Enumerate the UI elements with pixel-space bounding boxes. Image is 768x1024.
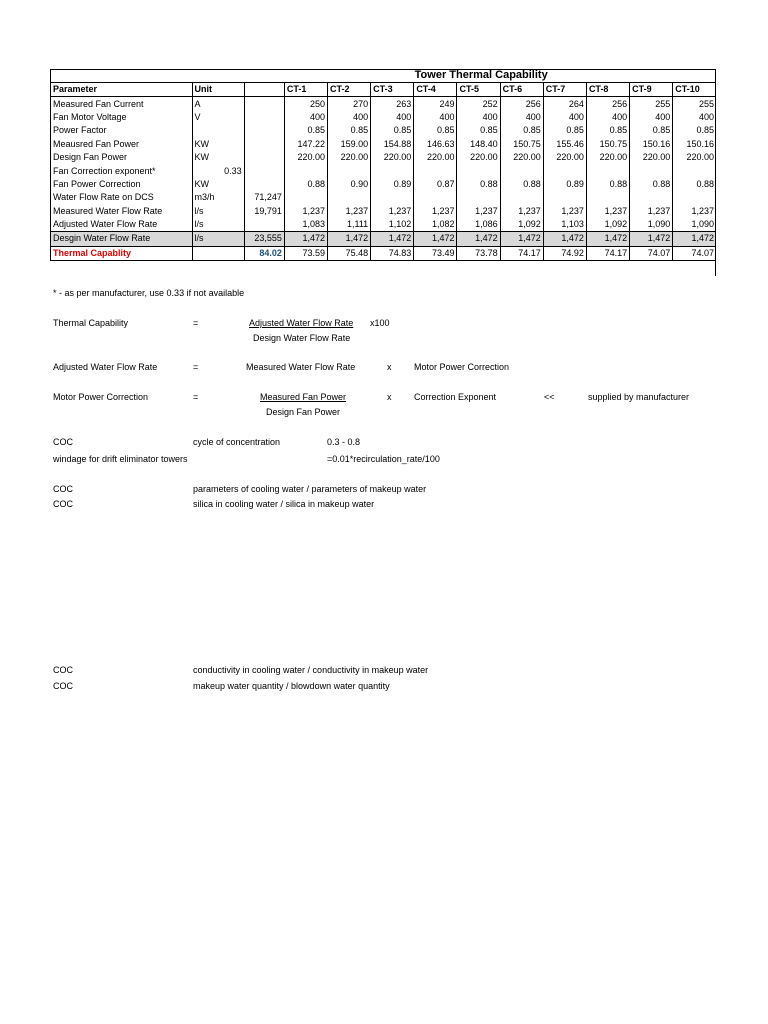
parameter-cell: Thermal Capablity [51, 246, 193, 260]
formula-motor-numerator: Measured Fan Power [260, 392, 347, 402]
value-cell: 1,237 [543, 205, 586, 218]
formula-motor-denominator: Design Fan Power [266, 407, 341, 417]
value-cell [414, 191, 457, 204]
value-cell [457, 191, 500, 204]
extra-value-cell [244, 111, 284, 124]
coc-desc-1: cycle of concentration [193, 437, 281, 447]
parameter-cell: Design Fan Power [51, 151, 193, 164]
value-cell: 74.92 [543, 246, 586, 260]
value-cell: 400 [284, 111, 327, 124]
extra-value-cell [244, 178, 284, 191]
value-cell: 1,237 [586, 205, 629, 218]
value-cell: 400 [457, 111, 500, 124]
value-cell: 0.85 [328, 124, 371, 137]
value-cell [500, 164, 543, 177]
coc-desc-4: conductivity in cooling water / conductivity in makeup water [193, 665, 429, 675]
extra-value-cell [244, 138, 284, 151]
value-cell [586, 191, 629, 204]
extra-value-cell [244, 218, 284, 232]
table-row [51, 138, 717, 151]
value-cell: 146.63 [414, 138, 457, 151]
value-cell: 0.89 [371, 178, 414, 191]
parameter-cell: Fan Motor Voltage [51, 111, 193, 124]
extra-value-cell: 23,555 [244, 232, 284, 246]
value-cell: 0.85 [673, 124, 716, 137]
value-cell: 400 [500, 111, 543, 124]
extra-value-cell [244, 124, 284, 137]
value-cell: 0.85 [414, 124, 457, 137]
value-cell: 1,111 [328, 218, 371, 232]
equals-sign: = [193, 318, 199, 328]
value-cell: 1,102 [371, 218, 414, 232]
column-header: CT-9 [630, 83, 673, 97]
value-cell: 75.48 [328, 246, 371, 260]
value-cell: 220.00 [328, 151, 371, 164]
value-cell: 0.88 [586, 178, 629, 191]
table-cell [244, 69, 284, 83]
windage-formula: =0.01*recirculation_rate/100 [327, 454, 440, 464]
column-header: CT-5 [457, 83, 500, 97]
table-header-row [51, 83, 717, 97]
value-cell: 400 [414, 111, 457, 124]
value-cell: 255 [673, 97, 716, 111]
value-cell: 1,086 [457, 218, 500, 232]
value-cell [543, 191, 586, 204]
value-cell: 256 [500, 97, 543, 111]
value-cell: 220.00 [630, 151, 673, 164]
value-cell [630, 191, 673, 204]
unit-cell: m3/h [192, 191, 244, 204]
table-row [51, 178, 717, 191]
table-title-row [51, 69, 717, 83]
value-cell: 0.88 [457, 178, 500, 191]
equals-sign: = [193, 392, 199, 402]
value-cell [457, 164, 500, 177]
unit-cell: l/s [192, 205, 244, 218]
value-cell: 0.88 [500, 178, 543, 191]
value-cell: 400 [586, 111, 629, 124]
table-cell [192, 69, 244, 83]
value-cell: 1,472 [543, 232, 586, 246]
value-cell [328, 191, 371, 204]
formula-adjusted-b: Motor Power Correction [414, 362, 510, 372]
unit-cell: l/s [192, 232, 244, 246]
value-cell: 148.40 [457, 138, 500, 151]
value-cell: 0.85 [457, 124, 500, 137]
unit-cell: 0.33 [192, 164, 244, 177]
value-cell: 1,472 [414, 232, 457, 246]
value-cell: 263 [371, 97, 414, 111]
coc-range: 0.3 - 0.8 [327, 437, 361, 447]
value-cell: 0.85 [543, 124, 586, 137]
unit-cell: l/s [192, 218, 244, 232]
value-cell: 220.00 [457, 151, 500, 164]
value-cell [371, 191, 414, 204]
value-cell [371, 164, 414, 177]
value-cell: 1,092 [500, 218, 543, 232]
footnote: * - as per manufacturer, use 0.33 if not available [53, 288, 245, 298]
value-cell: 150.16 [630, 138, 673, 151]
value-cell: 150.16 [673, 138, 716, 151]
column-header: Parameter [51, 83, 193, 97]
value-cell: 220.00 [284, 151, 327, 164]
parameter-cell: Power Factor [51, 124, 193, 137]
windage-label: windage for drift eliminator towers [53, 454, 188, 464]
value-cell: 1,472 [371, 232, 414, 246]
table-row [51, 246, 717, 260]
value-cell: 0.90 [328, 178, 371, 191]
times-sign: x [387, 362, 392, 372]
extra-value-cell [244, 151, 284, 164]
value-cell: 0.85 [630, 124, 673, 137]
table-title: Tower Thermal Capability [414, 69, 548, 81]
value-cell: 220.00 [586, 151, 629, 164]
coc-label: COC [53, 681, 73, 691]
formula-thermal-numerator: Adjusted Water Flow Rate [249, 318, 354, 328]
value-cell: 0.87 [414, 178, 457, 191]
value-cell [284, 164, 327, 177]
extra-value-cell: 19,791 [244, 205, 284, 218]
value-cell: 74.17 [586, 246, 629, 260]
column-header: CT-6 [500, 83, 543, 97]
value-cell: 147.22 [284, 138, 327, 151]
parameter-cell: Measured Water Flow Rate [51, 205, 193, 218]
parameter-cell: Desgin Water Flow Rate [51, 232, 193, 246]
unit-cell: A [192, 97, 244, 111]
column-header: Unit [192, 83, 244, 97]
value-cell [328, 164, 371, 177]
table-row [51, 111, 717, 124]
value-cell [543, 164, 586, 177]
value-cell [414, 164, 457, 177]
value-cell: 73.59 [284, 246, 327, 260]
extra-value-cell: 84.02 [244, 246, 284, 260]
value-cell: 1,237 [284, 205, 327, 218]
value-cell: 0.88 [673, 178, 716, 191]
value-cell: 73.49 [414, 246, 457, 260]
unit-cell: V [192, 111, 244, 124]
value-cell: 400 [630, 111, 673, 124]
value-cell: 0.89 [543, 178, 586, 191]
formula-adjusted-label: Adjusted Water Flow Rate [53, 362, 158, 372]
value-cell: 220.00 [371, 151, 414, 164]
value-cell: 1,237 [328, 205, 371, 218]
value-cell: 400 [371, 111, 414, 124]
unit-cell: KW [192, 151, 244, 164]
parameter-cell: Meausred Fan Power [51, 138, 193, 151]
value-cell: 150.75 [500, 138, 543, 151]
value-cell: 155.46 [543, 138, 586, 151]
value-cell: 255 [630, 97, 673, 111]
value-cell: 74.07 [673, 246, 716, 260]
value-cell: 1,237 [500, 205, 543, 218]
value-cell: 0.85 [371, 124, 414, 137]
value-cell: 1,237 [630, 205, 673, 218]
extra-value-cell [244, 164, 284, 177]
value-cell: 256 [586, 97, 629, 111]
times-sign: x [387, 392, 392, 402]
value-cell: 1,090 [673, 218, 716, 232]
value-cell: 74.07 [630, 246, 673, 260]
value-cell: 1,472 [673, 232, 716, 246]
unit-cell: KW [192, 138, 244, 151]
value-cell: 252 [457, 97, 500, 111]
value-cell: 220.00 [500, 151, 543, 164]
column-header: CT-2 [328, 83, 371, 97]
value-cell [630, 164, 673, 177]
value-cell: 159.00 [328, 138, 371, 151]
coc-desc-2: parameters of cooling water / parameters of makeup water [193, 484, 427, 494]
value-cell: 1,472 [284, 232, 327, 246]
value-cell [673, 164, 716, 177]
value-cell: 400 [543, 111, 586, 124]
value-cell: 150.75 [586, 138, 629, 151]
coc-label: COC [53, 484, 73, 494]
table-row [51, 124, 717, 137]
value-cell: 220.00 [543, 151, 586, 164]
table-row [51, 191, 717, 204]
unit-cell [192, 124, 244, 137]
table-row [51, 232, 717, 246]
table-cell [284, 69, 327, 83]
column-header [244, 83, 284, 97]
value-cell [284, 191, 327, 204]
column-header: CT-1 [284, 83, 327, 97]
value-cell: 1,472 [328, 232, 371, 246]
value-cell: 1,237 [673, 205, 716, 218]
table-row [51, 164, 717, 177]
formula-motor-b: Correction Exponent [414, 392, 497, 402]
value-cell [673, 191, 716, 204]
parameter-cell: Measured Fan Current [51, 97, 193, 111]
value-cell: 0.88 [284, 178, 327, 191]
formula-motor-ll: << [544, 392, 555, 402]
value-cell: 249 [414, 97, 457, 111]
value-cell: 250 [284, 97, 327, 111]
table-row [51, 205, 717, 218]
formula-motor-label: Motor Power Correction [53, 392, 149, 402]
value-cell: 74.17 [500, 246, 543, 260]
parameter-cell: Fan Correction exponent* [51, 164, 193, 177]
table-row [51, 151, 717, 164]
value-cell: 1,237 [371, 205, 414, 218]
value-cell [586, 164, 629, 177]
column-header: CT-8 [586, 83, 629, 97]
coc-label: COC [53, 499, 73, 509]
value-cell: 73.78 [457, 246, 500, 260]
column-header: CT-7 [543, 83, 586, 97]
equals-sign: = [193, 362, 199, 372]
value-cell [500, 191, 543, 204]
value-cell: 1,082 [414, 218, 457, 232]
value-cell: 220.00 [673, 151, 716, 164]
formula-thermal-denominator: Design Water Flow Rate [253, 333, 351, 343]
parameter-cell: Water Flow Rate on DCS [51, 191, 193, 204]
value-cell: 1,237 [414, 205, 457, 218]
formula-thermal-x100: x100 [370, 318, 390, 328]
value-cell: 1,472 [586, 232, 629, 246]
value-cell: 0.85 [500, 124, 543, 137]
table-cell [328, 69, 371, 83]
value-cell: 1,092 [586, 218, 629, 232]
value-cell: 1,237 [457, 205, 500, 218]
extra-value-cell [244, 97, 284, 111]
value-cell: 0.85 [284, 124, 327, 137]
value-cell: 1,472 [457, 232, 500, 246]
value-cell: 400 [328, 111, 371, 124]
value-cell: 1,472 [630, 232, 673, 246]
column-header: CT-4 [414, 83, 457, 97]
value-cell: 154.88 [371, 138, 414, 151]
value-cell: 1,083 [284, 218, 327, 232]
coc-label: COC [53, 665, 73, 675]
value-cell: 220.00 [414, 151, 457, 164]
unit-cell: KW [192, 178, 244, 191]
parameter-cell: Adjusted Water Flow Rate [51, 218, 193, 232]
coc-desc-5: makeup water quantity / blowdown water quantity [193, 681, 390, 691]
value-cell: 264 [543, 97, 586, 111]
value-cell: 400 [673, 111, 716, 124]
value-cell: 74.83 [371, 246, 414, 260]
table-cell [51, 69, 193, 83]
value-cell: 1,090 [630, 218, 673, 232]
thermal-capability-table [50, 69, 716, 261]
table-row [51, 218, 717, 232]
extra-value-cell: 71,247 [244, 191, 284, 204]
value-cell: 0.88 [630, 178, 673, 191]
value-cell: 1,472 [500, 232, 543, 246]
value-cell: 0.85 [586, 124, 629, 137]
coc-desc-3: silica in cooling water / silica in makeup water [193, 499, 375, 509]
table-row [51, 97, 717, 111]
coc-label: COC [53, 437, 73, 447]
formula-adjusted-a: Measured Water Flow Rate [246, 362, 356, 372]
column-header: CT-10 [673, 83, 716, 97]
parameter-cell: Fan Power Correction [51, 178, 193, 191]
unit-cell [192, 246, 244, 260]
value-cell: 1,103 [543, 218, 586, 232]
formula-thermal-label: Thermal Capability [53, 318, 129, 328]
formula-motor-supplied: supplied by manufacturer [588, 392, 690, 402]
column-header: CT-3 [371, 83, 414, 97]
value-cell: 270 [328, 97, 371, 111]
